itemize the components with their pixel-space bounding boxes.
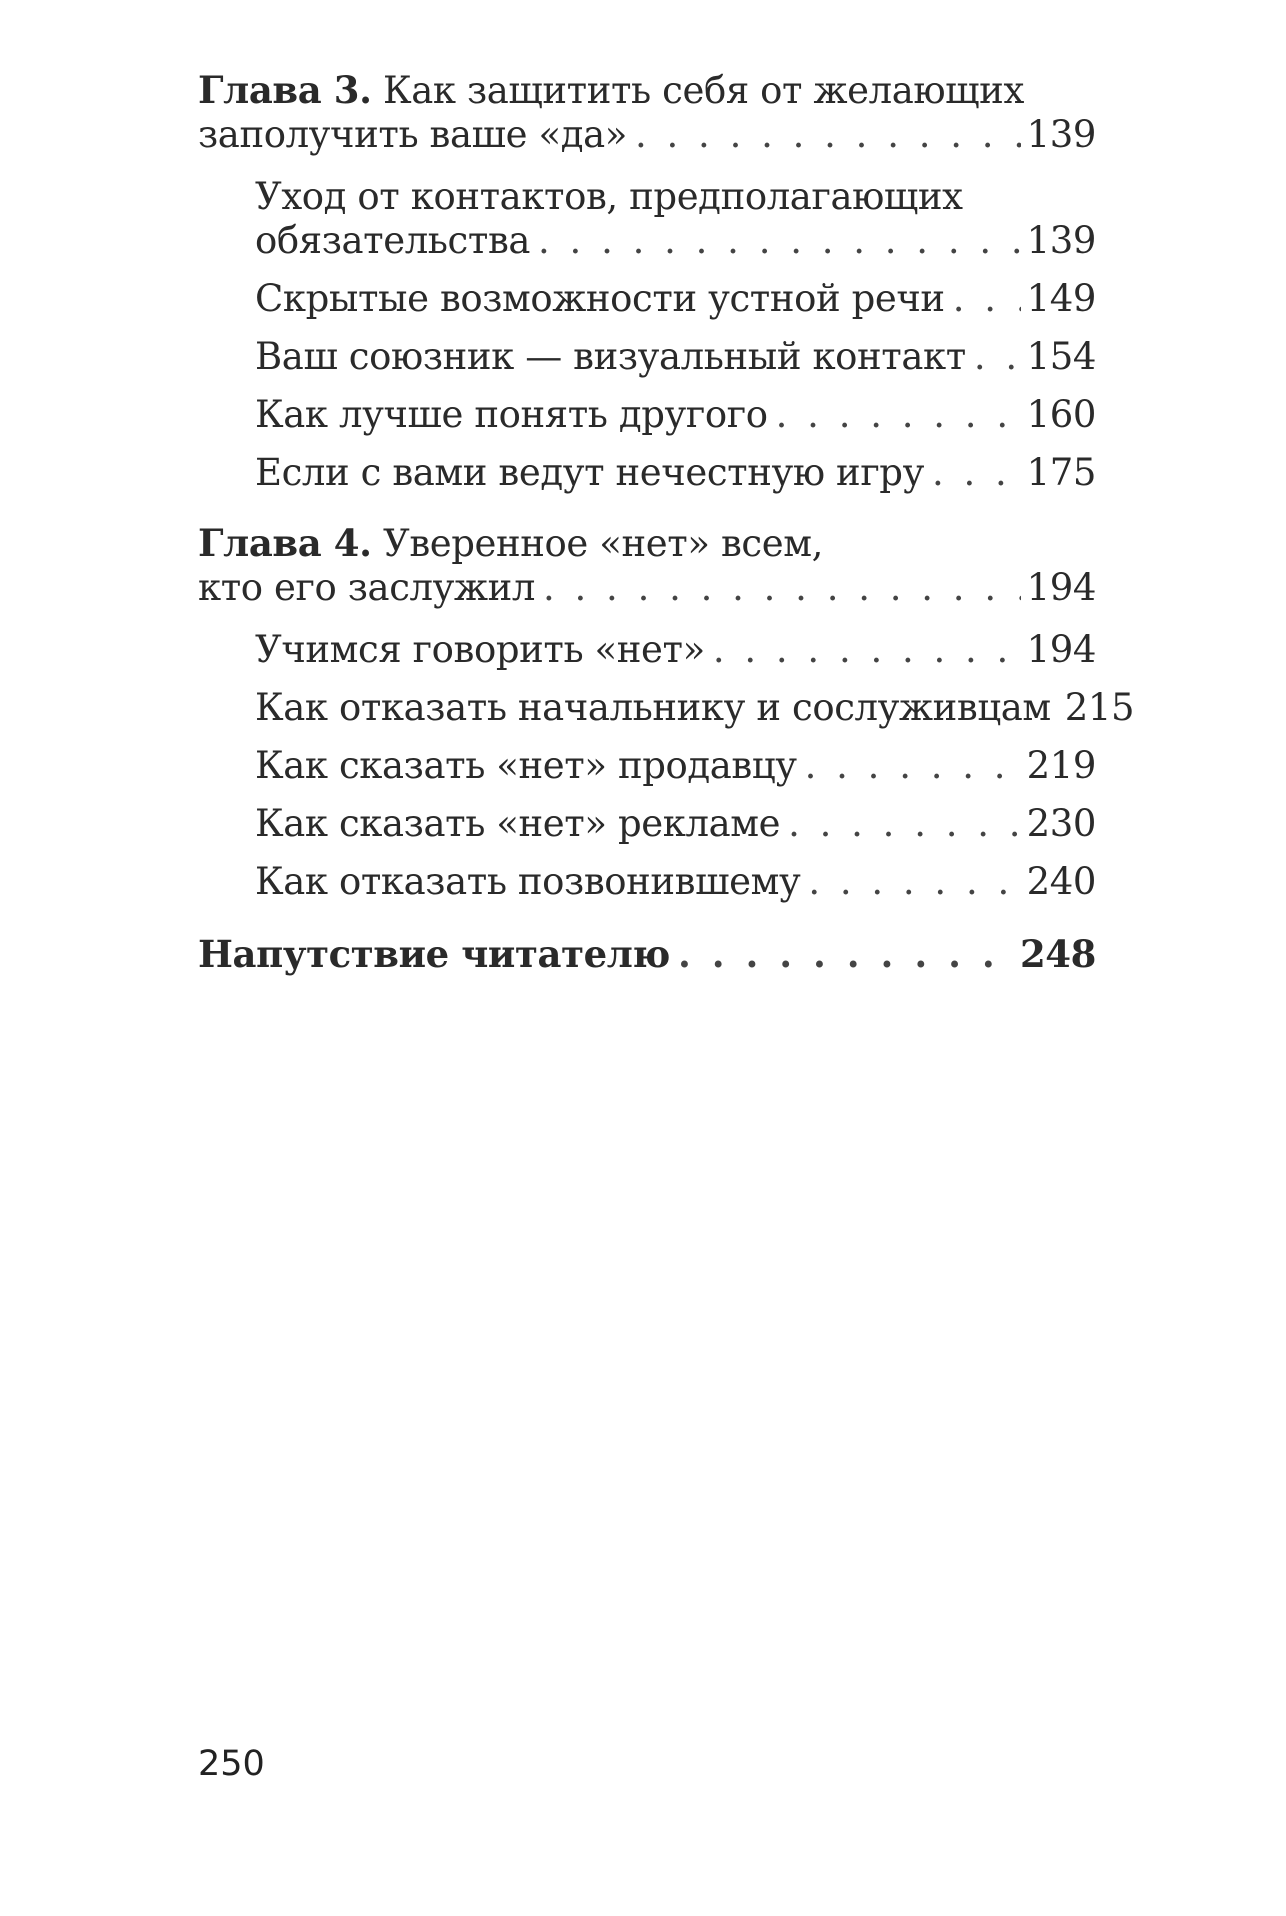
toc-section [198,744,1096,788]
toc-section [198,860,1096,904]
section-title: Скрытые возможности устной речи [255,277,945,320]
page-number: 160 [1026,393,1096,436]
dot-leader [635,113,1021,157]
dot-leader [776,393,1021,437]
section-title: Как сказать «нет» продавцу [255,744,797,787]
page-number: 154 [1026,335,1096,378]
dot-leader [953,277,1021,321]
toc-chapter-3 [198,68,1096,157]
chapter-title-continued: кто его заслужил [198,566,535,609]
section-title: Уход от контактов, предполагающих [255,175,963,218]
section-title: Как отказать позвонившему [255,860,801,903]
afterword-title: Напутствие читателю [198,932,670,976]
dot-leader [543,566,1021,610]
chapter-label: Глава 4. [198,521,372,565]
toc-section [198,628,1096,672]
page-number: 194 [1026,566,1096,609]
toc-chapter-title-line [198,113,1096,157]
dot-leader [713,628,1021,672]
page-number: 219 [1026,744,1096,787]
page-number: 194 [1026,628,1096,671]
page-number: 248 [1019,932,1096,976]
page-number: 215 [1064,686,1135,729]
chapter-label: Глава 3. [198,68,372,112]
section-title: Как лучше понять другого [255,393,768,436]
page-number: 230 [1026,802,1096,845]
toc-chapter-4 [198,521,1096,610]
section-title-continued: обязательства [255,219,531,262]
toc-section [198,175,1096,263]
toc-chapter-title-line [198,566,1096,610]
toc-section [198,802,1096,846]
toc-section [198,393,1096,437]
dot-leader [974,335,1021,379]
dot-leader [678,932,1014,976]
toc-chapter-title-line [198,68,1096,113]
page-number: 240 [1026,860,1096,903]
toc-section [198,686,1135,730]
chapter-title: Уверенное «нет» всем, [382,522,823,565]
page-number: 139 [1026,113,1096,156]
page-number: 175 [1026,451,1096,494]
section-title: Учимся говорить «нет» [255,628,705,671]
page-number: 139 [1026,219,1096,262]
section-title: Ваш союзник — визуальный контакт [255,335,966,378]
section-title: Если с вами ведут нечестную игру [255,451,924,494]
toc-section [198,451,1096,495]
chapter-title-continued: заполучить ваше «да» [198,113,628,156]
toc-chapter-title-line [198,521,1096,566]
dot-leader [932,451,1021,495]
dot-leader [788,802,1020,846]
section-title: Как сказать «нет» рекламе [255,802,781,845]
dot-leader [538,219,1021,263]
toc-afterword [198,932,1096,976]
toc-section [198,335,1096,379]
page-number: 149 [1026,277,1096,320]
table-of-contents [198,68,1135,976]
chapter-title: Как защитить себя от желающих [382,69,1024,112]
toc-section [198,277,1096,321]
dot-leader [805,744,1021,788]
dot-leader [808,860,1020,904]
section-title: Как отказать начальнику и сослуживцам [255,686,1051,729]
folio-page-number: 250 [198,1744,265,1784]
